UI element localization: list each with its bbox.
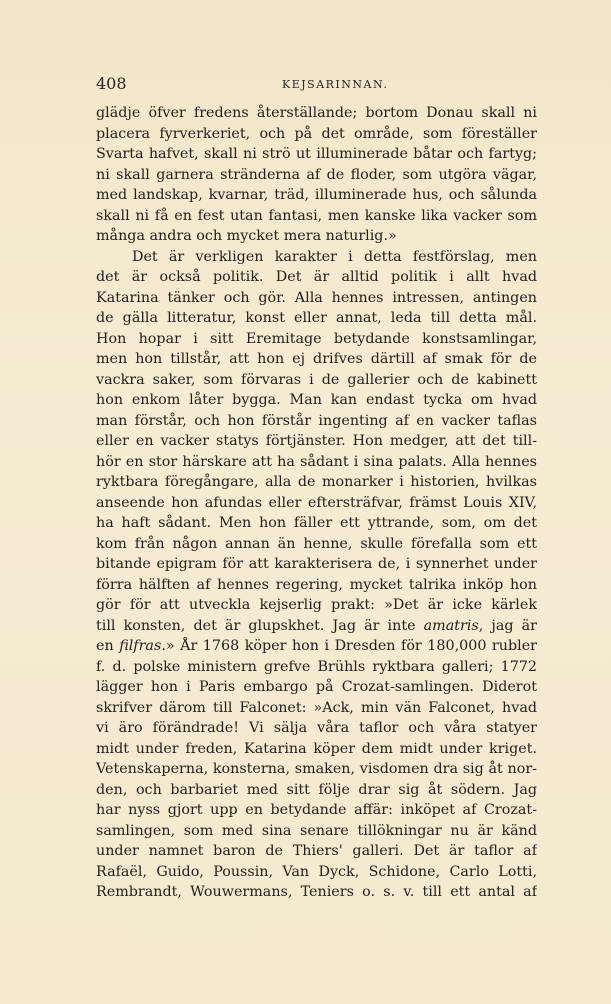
text-line: Hon hopar i sitt Eremitage betydande konstsamlingar,: [96, 330, 537, 347]
text-line: eller en vacker statys förtjänster. Hon medger, att det till-: [96, 433, 537, 449]
text-line: anseende hon afundas eller eftersträfvar, främst Louis XIV,: [96, 494, 537, 511]
text-line: Rafaël, Guido, Poussin, Van Dyck, Schidone, Carlo Lotti,: [96, 863, 537, 880]
text-line: vackra saker, som förvaras i de gallerier och de kabinett: [96, 371, 537, 388]
text-line: många andra och mycket mera naturlig.»: [96, 228, 397, 244]
text-line: Katarina tänker och gör. Alla hennes intressen, antingen: [96, 289, 537, 306]
text-line: den, och barbariet med sitt följe drar sig åt södern. Jag: [96, 781, 537, 798]
text-line: f. d. polske ministern grefve Brühls ryktbara galleri; 1772: [96, 658, 537, 675]
text-line: ha haft sådant. Men hon fäller ett yttrande, som, om det: [96, 515, 537, 531]
text-line: det är också politik. Det är alltid politik i allt hvad: [96, 269, 537, 285]
text-line: placera fyrverkeriet, och på det område, som föreställer: [96, 125, 537, 142]
text-line: de gälla litteratur, konst eller annat, leda till detta mål.: [96, 310, 537, 326]
text-line: Vetenskaperna, konsterna, smaken, visdomen dra sig åt nor-: [96, 761, 537, 777]
text-line: bitande epigram för att karakterisera de, i synnerhet under: [96, 556, 537, 572]
text-line: glädje öfver fredens återställande; bortom Donau skall ni: [96, 105, 537, 121]
text-line: men hon tillstår, att hon ej drifves därtill af smak för de: [96, 351, 537, 367]
page-number: 408: [96, 74, 127, 93]
text-line: hör en stor härskare att ha sådant i sina palats. Alla hennes: [96, 453, 537, 470]
text-line: en filfras.» År 1768 köper hon i Dresden för 180,000 rubler: [96, 638, 537, 654]
text-line: vi äro förändrade! Vi sälja våra taflor och våra statyer: [96, 720, 537, 736]
text-line: man förstår, och hon förstår ingenting af en vacker taflas: [96, 412, 537, 429]
text-line: förra hälften af hennes regering, mycket talrika inköp hon: [96, 576, 537, 593]
text-line: Det är verkligen karakter i detta festförslag, men: [132, 248, 537, 265]
text-line: Rembrandt, Wouwermans, Teniers o. s. v. till ett antal af: [96, 884, 537, 900]
text-line: under namnet baron de Thiers' galleri. Det är taflor af: [96, 843, 537, 859]
text-line: gör för att utveckla kejserlig prakt: »Det är icke kärlek: [96, 597, 537, 613]
text-line: skrifver därom till Falconet: »Ack, min vän Falconet, hvad: [96, 699, 537, 716]
text-line: hon enkom låter bygga. Man kan endast tycka om hvad: [96, 392, 537, 408]
text-line: till konsten, det är glupskhet. Jag är inte amatris, jag är: [96, 617, 537, 634]
text-line: med landskap, kvarnar, träd, illuminerade hus, och sålunda: [96, 187, 537, 203]
text-line: midt under freden, Katarina köper dem midt under kriget.: [96, 740, 537, 757]
text-line: ni skall garnera stränderna af de floder, som utgöra vägar,: [96, 166, 537, 183]
text-line: Svarta hafvet, skall ni strö ut illuminerade båtar och fartyg;: [96, 146, 537, 162]
text-line: kom från någon annan än henne, skulle förefalla som ett: [96, 535, 537, 552]
text-line: samlingen, som med sina senare tillökningar nu är känd: [96, 822, 537, 839]
body-text: [96, 103, 537, 903]
text-line: har nyss gjort upp en betydande affär: inköpet af Crozat-: [96, 802, 537, 818]
running-head: KEJSARINNAN.: [282, 78, 389, 91]
text-line: ryktbara föregångare, alla de monarker i historien, hvilkas: [96, 474, 537, 490]
text-line: skall ni få en fest utan fantasi, men kanske lika vacker som: [96, 207, 537, 224]
text-line: lägger hon i Paris embargo på Crozat-samlingen. Diderot: [96, 679, 537, 695]
page-header: [96, 74, 537, 96]
